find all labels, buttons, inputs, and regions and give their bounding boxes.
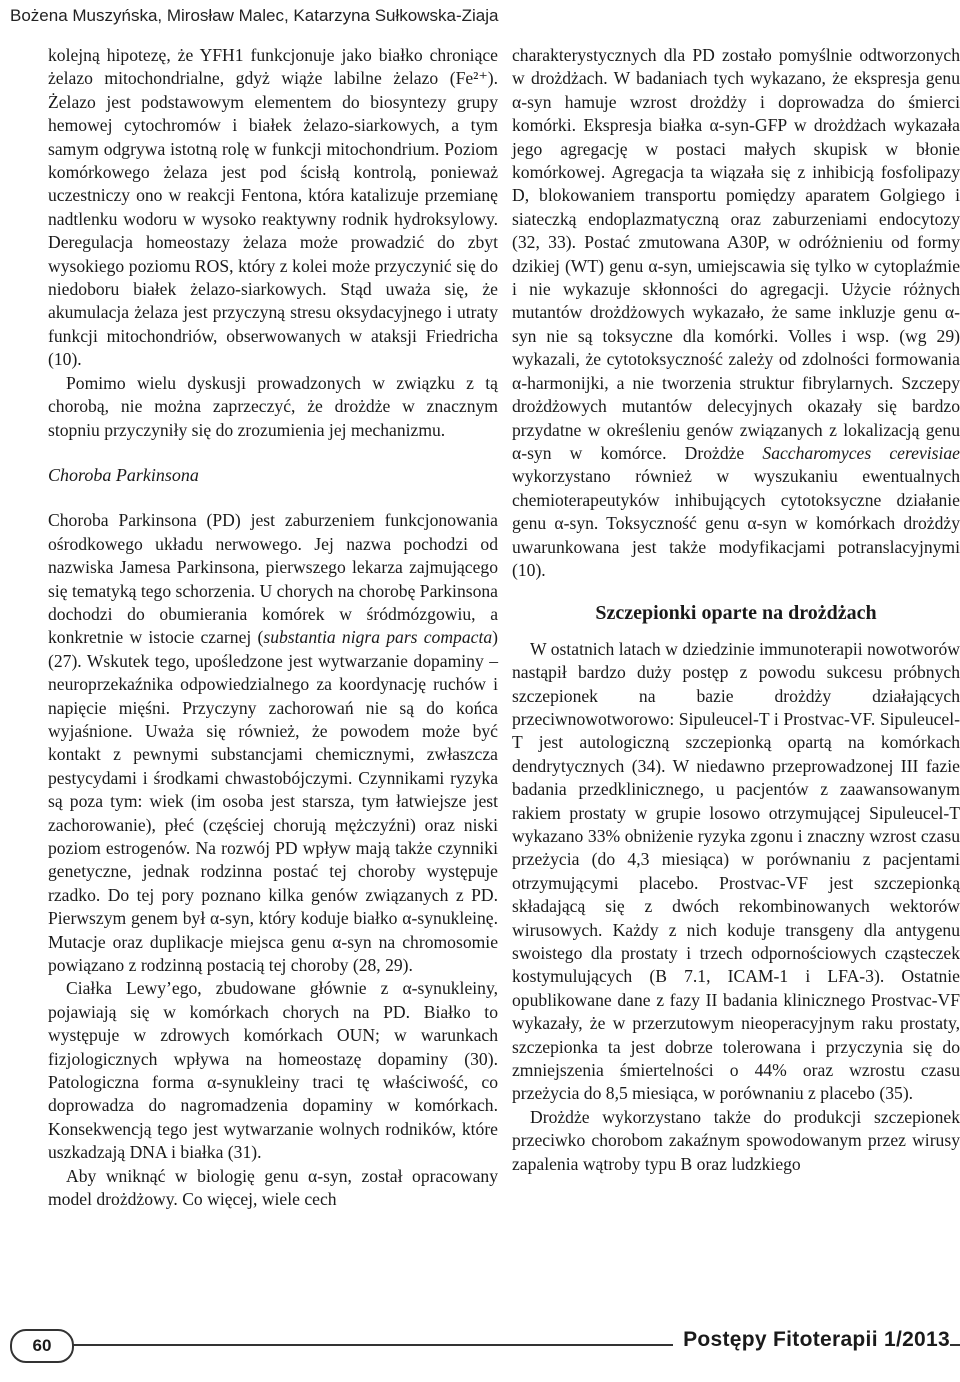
- running-header: Bożena Muszyńska, Mirosław Malec, Katarzyna Sułkowska-Ziaja: [10, 6, 499, 25]
- text-run: wykorzystano również w wyszukaniu ewentualnych chemioterapeutyków inhibujących cytotoksyczne działanie genu α-syn. Toksyczność genu α-syn w komórkach drożdży uwarunkowana jest także modyfikacjami potranslacyjnymi (10).: [512, 466, 960, 580]
- text-run: ) (27). Wskutek tego, upośledzone jest wytwarzanie dopaminy – neuroprzekaźnika odpowiedzialnego za koordynację ruchów i napięcie mięśni. Przyczyny zachorowań nie są do końca wyjaśnione. Uważa się również, że powodem może być kontakt z pewnymi substancjami chemicznymi, zwłaszcza pestycydami i środkami chwastobójczymi. Czynnikami ryzyka są poza tym: wiek (im osoba jest starsza, tym łatwiejsze jest zachorowanie), płeć (częściej chorują mężczyźni) oraz niski poziom estrogenów. Na rozwój PD wpływ mają także czynniki genetyczne, jednak rodzinna postać tej choroby występuje rzadko. Do tej pory poznano kilka genów związanych z PD. Pierwszym genem był α-syn, który koduje białko α-synukleinę. Mutacje oraz duplikacje miejsca genu α-syn na chromosomie powiązano z rodzinną postacią tej choroby (28, 29).: [48, 627, 498, 976]
- right-column: [512, 44, 960, 1176]
- paragraph: Drożdże wykorzystano także do produkcji szczepionek przeciwko chorobom zakaźnym spowodowanym przez wirusy zapalenia wątroby typu B oraz ludzkiego: [512, 1106, 960, 1174]
- left-column: [48, 44, 498, 1212]
- paragraph: kolejną hipotezę, że YFH1 funkcjonuje jako białko chroniące żelazo mitochondrialne, gdyż wiąże labilne żelazo (Fe²⁺). Żelazo jest podstawowym elementem do biosyntezy grupy hemowej cytochromów i białek żelazo-siarkowych, a tym samym odgrywa istotną rolę w funkcji mitochondrium. Poziom komórkowego żelaza jest pod ścisłą kontrolą, ponieważ uczestniczy ono w reakcji Fentona, która katalizuje przemianę nadtlenku wodoru w wysoko reaktywny rodnik hydroksylowy. Deregulacja homeostazy żelaza może prowadzić do zbyt wysokiego poziomu ROS, który z kolei może przyczynić się do niedoboru białek żelazo-siarkowych. Stąd uważa się, że akumulacja żelaza jest przyczyną stresu oksydacyjnego i utraty funkcji mitochondriów, obserwowanych w ataksji Friedricha (10).: [48, 45, 498, 370]
- journal-title: Postępy Fitoterapii 1/2013: [673, 1328, 950, 1352]
- page-number: 60: [10, 1329, 74, 1363]
- text-run: Choroba Parkinsona (PD) jest zaburzeniem funkcjonowania ośrodkowego układu nerwowego. Jej nazwa pochodzi od nazwiska Jamesa Parkinsona, pierwszego lekarza zajmującego się tematyką tego schorzenia. U chorych na chorobę Parkinsona dochodzi do obumierania komórek w śródmózgowiu, a konkretnie w istocie czarnej (: [48, 510, 498, 648]
- paragraph: W ostatnich latach w dziedzinie immunoterapii nowotworów nastąpił bardzo duży postęp z powodu sukcesu próbnych szczepionek na bazie drożdży działających przeciwnowotworowo: Sipuleucel-T i Prostvac-VF. Sipuleucel-T jest autologiczną szczepionką opartą na komórkach dendrytycznych (34). W niedawno przeprowadzonej III fazie badania przedklinicznego, u pacjentów z zaawansowanym rakiem prostaty w grupie losowo otrzymującej Sipuleucel-T wykazano 33% obniżenie ryzyka zgonu i znaczny wzrost czasu przeżycia (do 4,3 miesiąca) w porównaniu z pacjentami otrzymującymi placebo. Prostvac-VF jest szczepionką składającą się z dwóch rekombinowanych wektorów wirusowych. Każdy z nich koduje transgeny dla antygenu swoistego dla prostaty i trzech odpornościowych cząsteczek kostymulujących (B 7.1, ICAM-1 i LFA-3). Ostatnie opublikowane dane z fazy II badania klinicznego Prostvac-VF wykazały, że w przerzutowym nieoperacyjnym raku prostaty, szczepionka ta jest dobrze tolerowana i przyczynia się do zmniejszenia śmiertelności o 44% oraz wzrostu czasu przeżycia do 8,5 miesiąca, w porównaniu z placebo (35).: [512, 638, 960, 1104]
- latin-term: substantia nigra pars compacta: [263, 627, 493, 648]
- paragraph: Ciałka Lewy’ego, zbudowane głównie z α-synukleiny, pojawiają się w komórkach chorych na PD. Białko to występuje w zdrowych komórkach OUN; w warunkach fizjologicznych wpływa na homeostazę dopaminy (30). Patologiczna forma α-synukleiny traci tę właściwość, co doprowadza do nagromadzenia dopaminy w komórkach. Konsekwencją tego jest wytwarzanie wolnych rodników, które uszkadzają DNA i białka (31).: [48, 978, 498, 1163]
- species-name: Saccharomyces cerevisiae: [762, 442, 960, 463]
- section-heading-vaccines: Szczepionki oparte na drożdżach: [595, 602, 877, 625]
- paragraph: [512, 44, 960, 582]
- paragraph: Pomimo wielu dyskusji prowadzonych w związku z tą chorobą, nie można zaprzeczyć, że drożdże w znacznym stopniu przyczyniły się do zrozumienia jej mechanizmu.: [48, 372, 498, 440]
- text-run: charakterystycznych dla PD zostało pomyślnie odtworzonych w drożdżach. W badaniach tych wykazano, że ekspresja genu α-syn hamuje wzrost drożdży i doprowadza do śmierci komórki. Ekspresja białka α-syn-GFP w drożdżach wykazała jego agregację w postaci małych skupisk w błonie komórkowej. Agregacja ta wiązała się z inhibicją fosfolipazy D, blokowaniem transportu pomiędzy aparatem Golgiego i siateczką endoplazmatyczną oraz zaburzeniami endocytozy (32, 33). Postać zmutowana A30P, w odróżnieniu od formy dzikiej (WT) genu α-syn, umiejscawia się tylko w cytoplaźmie i nie wykazuje skłonności do agregacji. Użycie różnych mutantów drożdżowych wykazało, że same inkluzje genu α-syn nie są toksyczne dla komórki. Volles i wsp. (wg 29) wykazali, że cytotoksyczność zależy od zdolności formowania α-harmonijki, a nie tworzenia struktur fibrylarnych. Szczepy drożdżowych mutantów delecyjnych okazały się bardzo przydatne w określeniu genów związanych z lokalizacją genu α-syn w komórce. Drożdże: [512, 45, 960, 463]
- paragraph: Aby wniknąć w biologię genu α-syn, został opracowany model drożdżowy. Co więcej, wiele cech: [48, 1165, 498, 1210]
- paragraph: [48, 509, 498, 977]
- section-heading-parkinson: Choroba Parkinsona: [48, 464, 199, 485]
